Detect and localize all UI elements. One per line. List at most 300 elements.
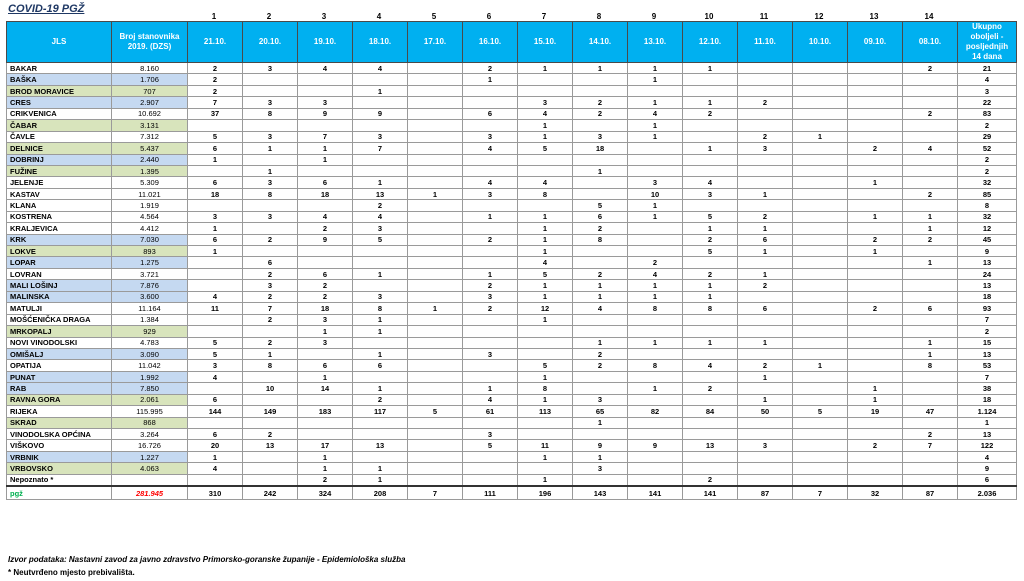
case-count-cell: 2: [573, 360, 628, 371]
case-count-cell: [188, 268, 243, 279]
case-count-cell: 4: [188, 463, 243, 474]
case-count-cell: 8: [573, 234, 628, 245]
source-note: Izvor podataka: Nastavni zavod za javno zdravstvo Primorsko-goranske županije - Epidemiološka služba: [8, 555, 406, 564]
case-count-cell: [243, 451, 298, 462]
municipality-name: DELNICE: [7, 143, 112, 154]
case-count-cell: [628, 417, 683, 428]
case-count-cell: 1: [848, 246, 903, 257]
case-count-cell: [903, 165, 958, 176]
case-count-cell: [243, 120, 298, 131]
case-count-cell: 2: [188, 63, 243, 74]
case-count-cell: 3: [243, 97, 298, 108]
case-count-cell: 2: [683, 234, 738, 245]
case-count-cell: [353, 371, 408, 382]
case-count-cell: [848, 74, 903, 85]
case-count-cell: [408, 371, 463, 382]
total-cell: 85: [958, 188, 1017, 199]
case-count-cell: [408, 451, 463, 462]
case-count-cell: [903, 326, 958, 337]
case-count-cell: 4: [298, 211, 353, 222]
case-count-cell: 1: [628, 74, 683, 85]
case-count-cell: 4: [518, 257, 573, 268]
day-number: 4: [376, 12, 382, 21]
case-count-cell: 3: [573, 463, 628, 474]
day-number: 13: [869, 12, 879, 21]
case-count-cell: 1: [188, 246, 243, 257]
case-count-cell: [518, 154, 573, 165]
municipality-name: VRBNIK: [7, 451, 112, 462]
case-count-cell: 2: [683, 268, 738, 279]
case-count-cell: [573, 314, 628, 325]
case-count-cell: [573, 85, 628, 96]
case-count-cell: 5: [683, 246, 738, 257]
total-cell: 93: [958, 303, 1017, 314]
case-count-cell: [738, 383, 793, 394]
header-date: 14.10.: [573, 22, 628, 63]
day-number: 3: [321, 12, 327, 21]
case-count-cell: 3: [243, 63, 298, 74]
case-count-cell: 1: [353, 314, 408, 325]
case-count-cell: [628, 394, 683, 405]
table-row: [7, 440, 1017, 451]
case-count-cell: 1: [738, 246, 793, 257]
case-count-cell: 3: [463, 131, 518, 142]
case-count-cell: [683, 371, 738, 382]
case-count-cell: [683, 451, 738, 462]
case-count-cell: 1: [738, 337, 793, 348]
case-count-cell: 1: [903, 211, 958, 222]
case-count-cell: 3: [298, 97, 353, 108]
municipality-name: RAB: [7, 383, 112, 394]
case-count-cell: 1: [353, 177, 408, 188]
case-count-cell: 2: [848, 143, 903, 154]
population-cell: 4.783: [112, 337, 188, 348]
case-count-cell: [463, 360, 518, 371]
case-count-cell: 5: [188, 131, 243, 142]
population-cell: 929: [112, 326, 188, 337]
case-count-cell: 8: [518, 188, 573, 199]
case-count-cell: [903, 97, 958, 108]
sum-count-cell: 32: [848, 486, 903, 500]
total-cell: 29: [958, 131, 1017, 142]
case-count-cell: 2: [573, 348, 628, 359]
total-cell: 83: [958, 108, 1017, 119]
case-count-cell: 1: [298, 154, 353, 165]
case-count-cell: 1: [518, 63, 573, 74]
case-count-cell: [463, 85, 518, 96]
case-count-cell: 1: [518, 211, 573, 222]
case-count-cell: 2: [298, 474, 353, 486]
case-count-cell: 6: [298, 360, 353, 371]
municipality-name: KASTAV: [7, 188, 112, 199]
case-count-cell: 2: [738, 131, 793, 142]
case-count-cell: [683, 200, 738, 211]
case-count-cell: 3: [518, 97, 573, 108]
municipality-name: LOKVE: [7, 246, 112, 257]
case-count-cell: [628, 154, 683, 165]
case-count-cell: 1: [683, 97, 738, 108]
case-count-cell: 7: [188, 97, 243, 108]
header-date: 08.10.: [903, 22, 958, 63]
case-count-cell: [903, 463, 958, 474]
case-count-cell: 4: [463, 394, 518, 405]
case-count-cell: 1: [518, 246, 573, 257]
total-cell: 8: [958, 200, 1017, 211]
case-count-cell: [463, 97, 518, 108]
case-count-cell: 1: [738, 394, 793, 405]
case-count-cell: [463, 246, 518, 257]
case-count-cell: [848, 257, 903, 268]
municipality-name: VRBOVSKO: [7, 463, 112, 474]
case-count-cell: 183: [298, 406, 353, 417]
total-cell: 1: [958, 417, 1017, 428]
case-count-cell: 1: [518, 120, 573, 131]
case-count-cell: [408, 177, 463, 188]
case-count-cell: 1: [628, 280, 683, 291]
case-count-cell: 2: [298, 280, 353, 291]
population-cell: 1.275: [112, 257, 188, 268]
case-count-cell: [243, 326, 298, 337]
case-count-cell: 13: [353, 188, 408, 199]
sum-count-cell: 242: [243, 486, 298, 500]
case-count-cell: 8: [353, 303, 408, 314]
case-count-cell: [793, 429, 848, 440]
case-count-cell: 1: [353, 474, 408, 486]
population-cell: [112, 474, 188, 486]
case-count-cell: [848, 223, 903, 234]
sum-count-cell: 7: [408, 486, 463, 500]
case-count-cell: [463, 326, 518, 337]
case-count-cell: [298, 429, 353, 440]
total-cell: 6: [958, 474, 1017, 486]
case-count-cell: 4: [628, 108, 683, 119]
case-count-cell: [903, 177, 958, 188]
total-cell: 13: [958, 429, 1017, 440]
municipality-name: VIŠKOVO: [7, 440, 112, 451]
population-cell: 1.395: [112, 165, 188, 176]
case-count-cell: 13: [353, 440, 408, 451]
case-count-cell: [903, 474, 958, 486]
case-count-cell: [793, 417, 848, 428]
table-row: [7, 463, 1017, 474]
municipality-name: MRKOPALJ: [7, 326, 112, 337]
case-count-cell: [243, 417, 298, 428]
sum-count-cell: 143: [573, 486, 628, 500]
case-count-cell: [573, 154, 628, 165]
case-count-cell: [903, 394, 958, 405]
case-count-cell: 1: [518, 314, 573, 325]
case-count-cell: 3: [188, 211, 243, 222]
case-count-cell: [573, 474, 628, 486]
case-count-cell: 8: [243, 188, 298, 199]
case-count-cell: [298, 200, 353, 211]
case-count-cell: 3: [463, 348, 518, 359]
case-count-cell: 5: [518, 268, 573, 279]
case-count-cell: [793, 383, 848, 394]
case-count-cell: 4: [353, 63, 408, 74]
case-count-cell: 2: [738, 360, 793, 371]
case-count-cell: 1: [243, 165, 298, 176]
case-count-cell: [793, 314, 848, 325]
case-count-cell: 7: [353, 143, 408, 154]
case-count-cell: [903, 154, 958, 165]
case-count-cell: 1: [408, 303, 463, 314]
case-count-cell: [408, 326, 463, 337]
total-cell: 9: [958, 463, 1017, 474]
population-cell: 7.850: [112, 383, 188, 394]
case-count-cell: 8: [683, 303, 738, 314]
case-count-cell: [518, 417, 573, 428]
total-cell: 13: [958, 280, 1017, 291]
case-count-cell: [408, 246, 463, 257]
case-count-cell: 4: [573, 303, 628, 314]
case-count-cell: 7: [298, 131, 353, 142]
table-row: [7, 394, 1017, 405]
total-cell: 4: [958, 451, 1017, 462]
case-count-cell: [848, 154, 903, 165]
case-count-cell: [573, 188, 628, 199]
case-count-cell: 3: [573, 394, 628, 405]
case-count-cell: [408, 394, 463, 405]
total-cell: 21: [958, 63, 1017, 74]
case-count-cell: [793, 188, 848, 199]
case-count-cell: [353, 451, 408, 462]
case-count-cell: 4: [518, 108, 573, 119]
case-count-cell: 3: [738, 143, 793, 154]
population-cell: 707: [112, 85, 188, 96]
population-cell: 3.131: [112, 120, 188, 131]
case-count-cell: [243, 246, 298, 257]
municipality-name: SKRAD: [7, 417, 112, 428]
case-count-cell: 10: [628, 188, 683, 199]
population-cell: 3.721: [112, 268, 188, 279]
total-cell: 9: [958, 246, 1017, 257]
population-cell: 868: [112, 417, 188, 428]
case-count-cell: [628, 234, 683, 245]
case-count-cell: 1: [903, 337, 958, 348]
case-count-cell: [518, 74, 573, 85]
case-count-cell: 20: [188, 440, 243, 451]
case-count-cell: [848, 63, 903, 74]
case-count-cell: [738, 451, 793, 462]
population-cell: 16.726: [112, 440, 188, 451]
case-count-cell: 2: [848, 303, 903, 314]
total-cell: 4: [958, 74, 1017, 85]
case-count-cell: [408, 257, 463, 268]
case-count-cell: [408, 314, 463, 325]
case-count-cell: [848, 314, 903, 325]
case-count-cell: 2: [243, 337, 298, 348]
case-count-cell: [903, 280, 958, 291]
header-date: 16.10.: [463, 22, 518, 63]
total-cell: 7: [958, 314, 1017, 325]
header-date: 15.10.: [518, 22, 573, 63]
case-count-cell: [793, 394, 848, 405]
case-count-cell: [848, 280, 903, 291]
case-count-cell: [628, 143, 683, 154]
case-count-cell: 6: [188, 429, 243, 440]
case-count-cell: [683, 314, 738, 325]
day-number: 12: [814, 12, 824, 21]
case-count-cell: [243, 154, 298, 165]
case-count-cell: [408, 154, 463, 165]
case-count-cell: [628, 463, 683, 474]
case-count-cell: [518, 463, 573, 474]
case-count-cell: 1: [683, 143, 738, 154]
case-count-cell: [353, 257, 408, 268]
case-count-cell: [408, 440, 463, 451]
total-cell: 13: [958, 348, 1017, 359]
case-count-cell: [903, 383, 958, 394]
population-cell: 2.907: [112, 97, 188, 108]
table-row: [7, 360, 1017, 371]
municipality-name: LOPAR: [7, 257, 112, 268]
case-count-cell: 1: [683, 280, 738, 291]
case-count-cell: [408, 474, 463, 486]
case-count-cell: [738, 74, 793, 85]
table-row: [7, 291, 1017, 302]
case-count-cell: [903, 200, 958, 211]
municipality-name: KOSTRENA: [7, 211, 112, 222]
municipality-name: MALI LOŠINJ: [7, 280, 112, 291]
case-count-cell: [408, 165, 463, 176]
case-count-cell: [738, 474, 793, 486]
case-count-cell: [463, 417, 518, 428]
population-cell: 11.164: [112, 303, 188, 314]
case-count-cell: [463, 337, 518, 348]
case-count-cell: 1: [573, 165, 628, 176]
municipality-name: BROD MORAVICE: [7, 85, 112, 96]
case-count-cell: [408, 200, 463, 211]
case-count-cell: [903, 74, 958, 85]
case-count-cell: [848, 291, 903, 302]
case-count-cell: [903, 371, 958, 382]
case-count-cell: 8: [628, 360, 683, 371]
table-row: [7, 165, 1017, 176]
case-count-cell: 18: [298, 188, 353, 199]
case-count-cell: 4: [463, 143, 518, 154]
header-date: 18.10.: [353, 22, 408, 63]
municipality-name: KLANA: [7, 200, 112, 211]
case-count-cell: [793, 223, 848, 234]
case-count-cell: 9: [573, 440, 628, 451]
case-count-cell: [408, 131, 463, 142]
case-count-cell: 1: [628, 200, 683, 211]
table-row: [7, 200, 1017, 211]
case-count-cell: 2: [463, 63, 518, 74]
population-cell: 10.692: [112, 108, 188, 119]
case-count-cell: [408, 280, 463, 291]
case-count-cell: [408, 85, 463, 96]
case-count-cell: [793, 234, 848, 245]
case-count-cell: [408, 383, 463, 394]
table-row: [7, 280, 1017, 291]
case-count-cell: 9: [298, 108, 353, 119]
municipality-name: CRIKVENICA: [7, 108, 112, 119]
case-count-cell: [738, 120, 793, 131]
case-count-cell: [463, 314, 518, 325]
header-jls: JLS: [7, 22, 112, 63]
day-number: 7: [541, 12, 547, 21]
case-count-cell: 1: [518, 234, 573, 245]
population-cell: 3.090: [112, 348, 188, 359]
case-count-cell: 1: [628, 131, 683, 142]
case-count-cell: 11: [188, 303, 243, 314]
sum-count-cell: 208: [353, 486, 408, 500]
case-count-cell: 18: [298, 303, 353, 314]
sum-count-cell: 141: [628, 486, 683, 500]
case-count-cell: 1: [353, 383, 408, 394]
case-count-cell: 9: [353, 108, 408, 119]
header-total: Ukupno oboljeli - posljednjih 14 dana: [958, 22, 1017, 63]
case-count-cell: 2: [903, 429, 958, 440]
case-count-cell: [188, 200, 243, 211]
case-count-cell: 2: [243, 291, 298, 302]
case-count-cell: 1: [628, 211, 683, 222]
table-row: [7, 337, 1017, 348]
case-count-cell: 6: [738, 234, 793, 245]
case-count-cell: [573, 383, 628, 394]
case-count-cell: 5: [683, 211, 738, 222]
case-count-cell: [353, 165, 408, 176]
case-count-cell: 4: [188, 371, 243, 382]
case-count-cell: 6: [188, 143, 243, 154]
case-count-cell: 5: [408, 406, 463, 417]
case-count-cell: [683, 463, 738, 474]
total-cell: 1.124: [958, 406, 1017, 417]
case-count-cell: 8: [903, 360, 958, 371]
case-count-cell: [298, 417, 353, 428]
case-count-cell: [793, 165, 848, 176]
case-count-cell: 3: [353, 223, 408, 234]
case-count-cell: 2: [903, 108, 958, 119]
case-count-cell: [573, 177, 628, 188]
case-count-cell: [848, 429, 903, 440]
case-count-cell: 1: [848, 383, 903, 394]
population-cell: 2.061: [112, 394, 188, 405]
population-cell: 4.063: [112, 463, 188, 474]
case-count-cell: [353, 337, 408, 348]
case-count-cell: [683, 74, 738, 85]
case-count-cell: 5: [353, 234, 408, 245]
case-count-cell: [573, 371, 628, 382]
case-count-cell: 1: [518, 371, 573, 382]
population-cell: 8.160: [112, 63, 188, 74]
case-count-cell: 1: [298, 371, 353, 382]
case-count-cell: 1: [903, 223, 958, 234]
case-count-cell: [463, 257, 518, 268]
table-row: [7, 154, 1017, 165]
case-count-cell: 1: [518, 131, 573, 142]
table-row: [7, 303, 1017, 314]
case-count-cell: 3: [188, 360, 243, 371]
case-count-cell: [518, 337, 573, 348]
case-count-cell: [628, 85, 683, 96]
sum-population: 281.945: [112, 486, 188, 500]
case-count-cell: 4: [903, 143, 958, 154]
table-row: [7, 85, 1017, 96]
footnote: * Neutvrđeno mjesto prebivališta.: [8, 568, 135, 577]
case-count-cell: 1: [298, 326, 353, 337]
total-cell: 2: [958, 165, 1017, 176]
case-count-cell: [793, 291, 848, 302]
sum-count-cell: 87: [903, 486, 958, 500]
table-row: [7, 246, 1017, 257]
case-count-cell: 17: [298, 440, 353, 451]
case-count-cell: 149: [243, 406, 298, 417]
table-row: [7, 108, 1017, 119]
table-row: [7, 326, 1017, 337]
